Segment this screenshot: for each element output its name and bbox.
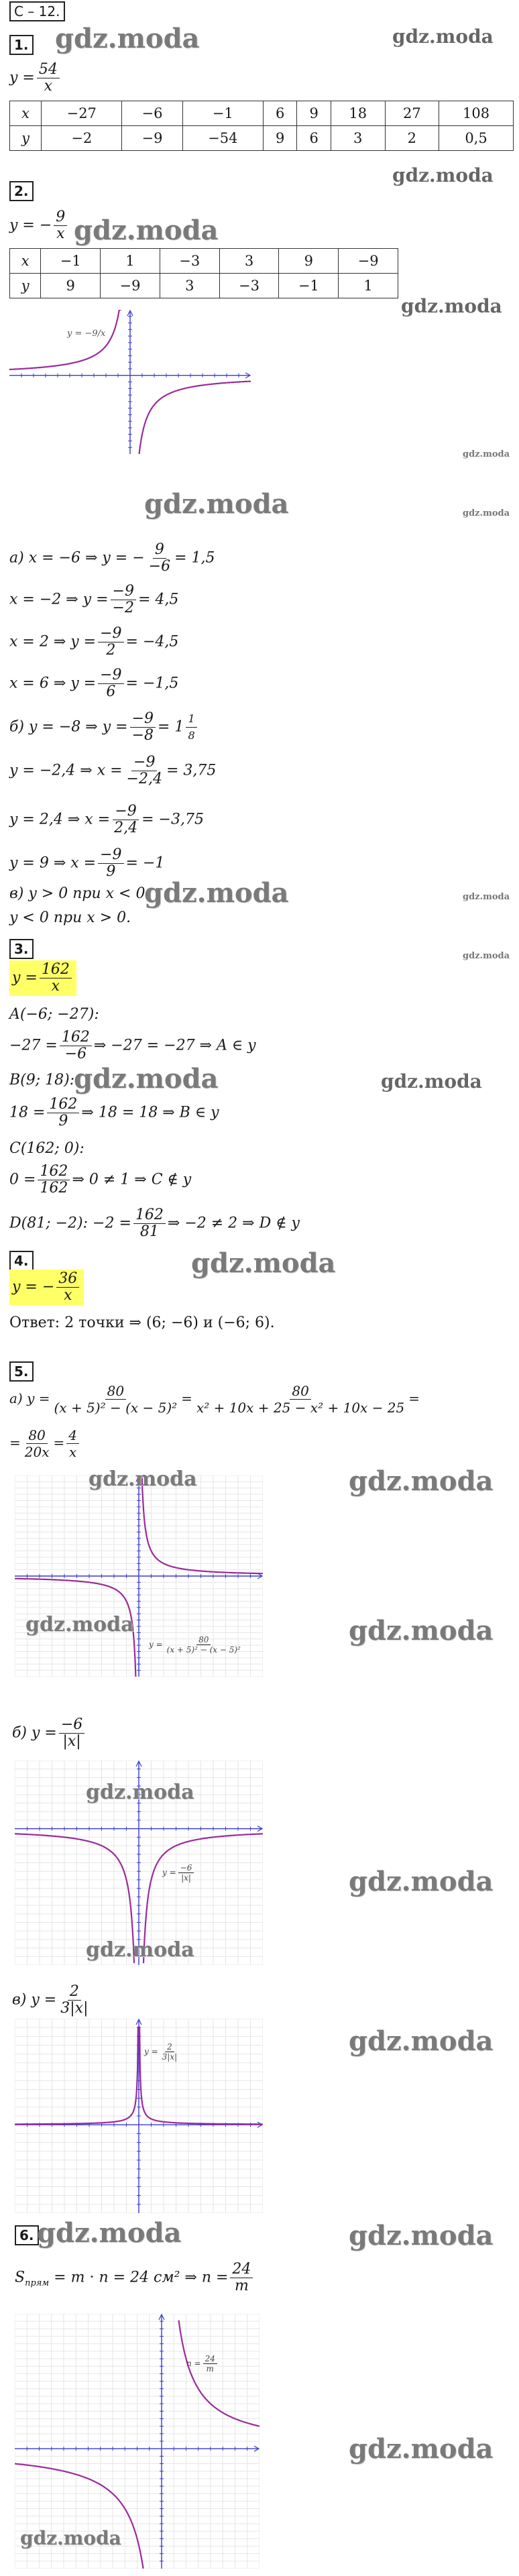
graph-task-2-label: y = −9/x	[67, 329, 106, 339]
section-label: С – 12.	[9, 1, 65, 21]
table-cell: 27	[385, 101, 439, 126]
graph-task-2-curve-branch-2	[139, 382, 251, 455]
graph-task-5v	[15, 2019, 263, 2213]
task-6-equation: $S_{прям} = m \cdot n = 24$ см² ⇒ n = $\frac{24}{m}$	[15, 2261, 255, 2294]
task-4-answer: Ответ: 2 точки ⇒ (6; −6) и (−6; 6).	[9, 1314, 275, 1331]
task-5-b-formula: б) y = $\frac{-6}{|x|}$	[12, 1717, 86, 1750]
task-3-eq-d: D(81; −2): −2 = $\frac{162}{81}$ ⇒ −2 ≠ 2 ⇒ D ∉ y	[9, 1207, 300, 1240]
watermark: gdz.moda	[463, 508, 510, 518]
table-cell: −3	[160, 249, 219, 274]
task-3-number: 3.	[9, 939, 34, 959]
table-cell: −9	[122, 126, 182, 151]
table-cell: 1	[339, 274, 398, 298]
task-5-v-formula: в) y = $\frac{2}{3|x|}$	[12, 1983, 89, 2017]
table-cell: −3	[219, 274, 279, 298]
graph-task-2-curve-branch-1	[9, 310, 121, 370]
task-2-line-b2: y = −2,4 ⇒ x = $\frac{-9}{-2,4}$ = 3,75	[9, 754, 217, 787]
watermark: gdz.moda	[349, 1866, 494, 1897]
watermark: gdz.moda	[89, 1467, 197, 1491]
task-1-table	[9, 101, 514, 151]
table-cell: 2	[385, 126, 439, 151]
task-2-table	[9, 248, 398, 298]
watermark: gdz.moda	[349, 2220, 494, 2251]
task-3-point-b: B(9; 18):	[9, 1072, 75, 1088]
task-5-a-eq: а) y = $\frac{80}{\text{(x + 5)² − (x − 5)²}}$ = $\frac{80}{\text{x² + 10x + 25 − x² + 10x − 25}}$ =	[9, 1383, 420, 1416]
watermark: gdz.moda	[86, 1938, 194, 1962]
task-2-line-a3: x = 2 ⇒ y = $\frac{-9}{2}$ = −4,5	[9, 625, 179, 659]
task-4-number: 4.	[9, 1251, 34, 1271]
graph-task-6-label: n = $\frac{24}{m}$	[186, 2354, 219, 2373]
watermark: gdz.moda	[349, 2025, 494, 2057]
watermark: gdz.moda	[392, 25, 494, 48]
task-2-line-v1: в) y > 0 при x < 0	[9, 885, 146, 902]
table-cell: 6	[297, 126, 331, 151]
table-cell: 9	[41, 274, 101, 298]
watermark: gdz.moda	[74, 1063, 219, 1095]
graph-task-2	[9, 310, 251, 454]
watermark: gdz.moda	[74, 215, 219, 246]
task-1-formula: y = $\frac{54}{x}$	[9, 62, 62, 95]
table-cell: −6	[122, 101, 182, 126]
watermark: gdz.moda	[463, 449, 510, 459]
table-cell: −54	[182, 126, 263, 151]
watermark: gdz.moda	[144, 877, 289, 909]
task-2-formula: y = − $\frac{9}{x}$	[9, 209, 69, 242]
watermark: gdz.moda	[86, 1781, 194, 1804]
task-3-eq-c: 0 = $\frac{162}{162}$ ⇒ 0 ≠ 1 ⇒ C ∉ y	[9, 1163, 192, 1196]
watermark: gdz.moda	[191, 1247, 336, 1279]
table-cell: 3	[160, 274, 219, 298]
watermark: gdz.moda	[463, 951, 510, 961]
task-2-line-a4: x = 6 ⇒ y = $\frac{-9}{6}$ = −1,5	[9, 667, 179, 700]
table-cell: 108	[439, 101, 514, 126]
task-2-line-a2: x = −2 ⇒ y = $\frac{-9}{-2}$ = 4,5	[9, 583, 179, 616]
watermark: gdz.moda	[381, 1070, 482, 1093]
table-cell: 6	[263, 101, 296, 126]
watermark: gdz.moda	[463, 892, 510, 902]
task-5-a-eq2: = $\frac{80}{20x}$ = $\frac{4}{x}$	[9, 1427, 81, 1460]
watermark: gdz.moda	[349, 2433, 494, 2465]
task-2-line-a1: а) x = −6 ⇒ y = − $\frac{9}{-6}$ = 1,5	[9, 541, 215, 575]
table-cell: −2	[42, 126, 122, 151]
task-3-formula: y = $\frac{162}{x}$	[9, 960, 76, 996]
task-5-number: 5.	[9, 1361, 34, 1382]
table-header-cell: y	[10, 274, 41, 298]
task-3-eq-b: 18 = $\frac{162}{9}$ ⇒ 18 = 18 ⇒ B ∈ y	[9, 1096, 219, 1129]
graph-task-5v-curve-branch-2	[139, 2027, 263, 2125]
table-cell: 9	[279, 249, 339, 274]
watermark: gdz.moda	[55, 23, 200, 54]
table-cell: 3	[219, 249, 279, 274]
table-cell: −1	[41, 249, 101, 274]
table-cell: −9	[339, 249, 398, 274]
table-cell: 9	[297, 101, 331, 126]
watermark: gdz.moda	[20, 2527, 121, 2549]
task-2-line-b4: y = 9 ⇒ x = $\frac{-9}{9}$ = −1	[9, 846, 165, 880]
graph-task-5v-label: y = $\frac{2}{3|x|}$	[144, 2042, 178, 2062]
graph-task-5a-label: y = $\frac{80}{\text{(x + 5)² − (x − 5)²}}$	[149, 1635, 241, 1655]
table-cell: 0,5	[439, 126, 514, 151]
task-2-line-b3: y = 2,4 ⇒ x = $\frac{-9}{2,4}$ = −3,75	[9, 803, 204, 836]
task-1-number: 1.	[9, 35, 34, 55]
table-cell: −27	[42, 101, 122, 126]
watermark: gdz.moda	[144, 488, 289, 520]
task-2-line-v2: y < 0 при x > 0.	[9, 909, 131, 926]
table-cell: 9	[263, 126, 296, 151]
task-3-eq-a: −27 = $\frac{162}{-6}$ ⇒ −27 = −27 ⇒ A ∈ y	[9, 1029, 256, 1062]
task-3-point-c: C(162; 0):	[9, 1140, 84, 1157]
table-cell: 1	[101, 249, 160, 274]
watermark: gdz.moda	[392, 164, 494, 186]
watermark: gdz.moda	[349, 1465, 494, 1497]
task-2-number: 2.	[9, 181, 34, 201]
table-cell: −1	[279, 274, 339, 298]
watermark: gdz.moda	[349, 1615, 494, 1646]
table-header-cell: x	[10, 101, 42, 126]
table-header-cell: x	[10, 249, 41, 274]
table-cell: 3	[331, 126, 385, 151]
task-4-formula: y = − $\frac{36}{x}$	[9, 1270, 84, 1305]
table-header-cell: y	[10, 126, 42, 151]
task-2-line-b1: б) y = −8 ⇒ y = $\frac{-9}{-8}$ = 1 $\frac{1}{8}$	[9, 711, 199, 744]
task-3-point-a: A(−6; −27):	[9, 1006, 99, 1023]
table-cell: 18	[331, 101, 385, 126]
task-6-number: 6.	[15, 2225, 39, 2245]
watermark: gdz.moda	[37, 2217, 182, 2249]
watermark: gdz.moda	[25, 1613, 134, 1636]
table-cell: −9	[101, 274, 160, 298]
graph-task-5b-label: y = $\frac{-6}{|x|}$	[162, 1863, 196, 1883]
graph-task-5v-curve-branch-1	[15, 2027, 138, 2125]
table-cell: −1	[182, 101, 263, 126]
watermark: gdz.moda	[401, 295, 502, 317]
